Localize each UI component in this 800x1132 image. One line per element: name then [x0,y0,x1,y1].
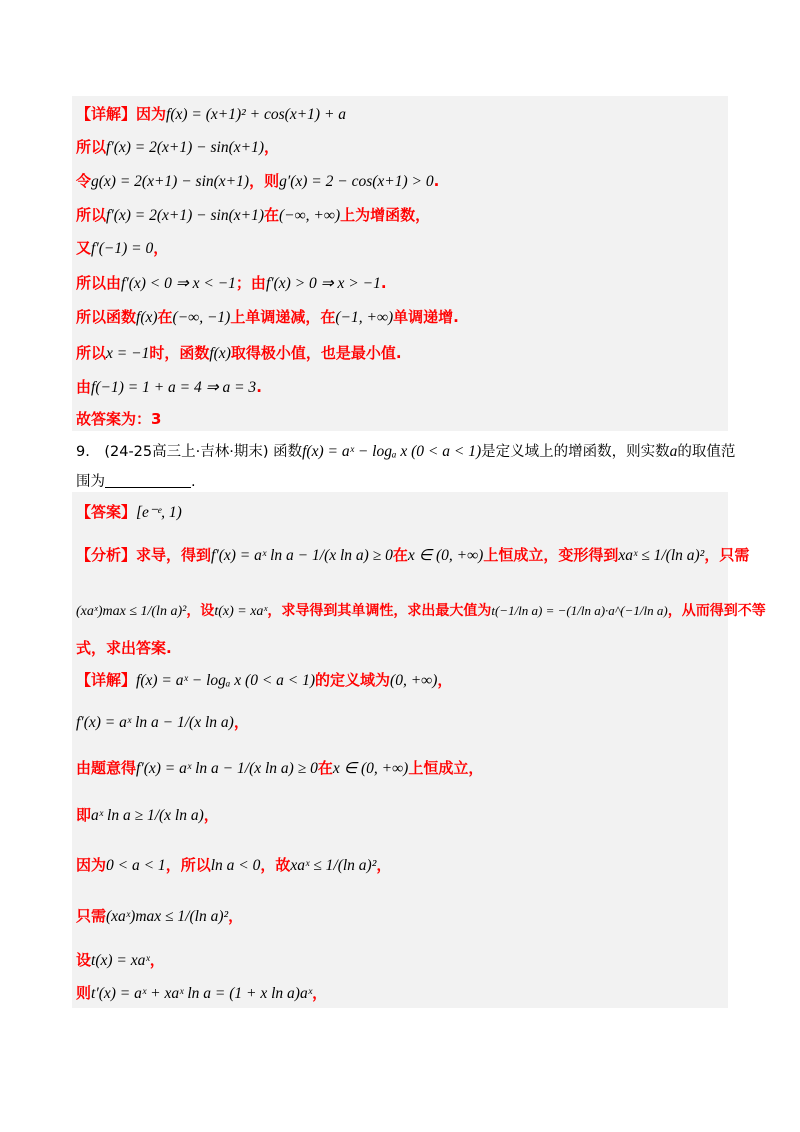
detail2-line-3: 由题意得f′(x) = aˣ ln a − 1/(x ln a) ≥ 0在x ∈ (0, +∞)上恒成立， [76,759,484,777]
detail2-line-8: 则t′(x) = aˣ + xaˣ ln a = (1 + x ln a)aˣ， [76,984,328,1002]
math-fx-definition: f(x) = (x+1)² + cos(x+1) + a [166,106,347,123]
analysis-line-3: 式，求出答案. [76,639,172,657]
detail2-line-2: f′(x) = aˣ ln a − 1/(x ln a)， [76,713,249,731]
detail-line-6: 所以由f′(x) < 0 ⇒ x < −1；由f′(x) > 0 ⇒ x > −1. [76,274,387,292]
answer-blank [105,473,191,488]
detail-line-5: 又f′(−1) = 0， [76,239,169,257]
detail2-line-6: 只需(xaˣ)max ≤ 1/(ln a)²， [76,907,244,925]
detail-line-8: 所以x = −1时，函数f(x)取得极小值，也是最小值. [76,344,402,362]
detail2-line-5: 因为0 < a < 1，所以ln a < 0，故xaˣ ≤ 1/(ln a)²， [76,856,392,874]
analysis-line-1: 【分析】求导，得到f′(x) = aˣ ln a − 1/(x ln a) ≥ 0在x ∈ (0, +∞)上恒成立，变形得到xaˣ ≤ 1/(ln a)²，只需 [76,546,750,564]
detail2-line-7: 设t(x) = xaˣ， [76,951,165,969]
question-9-line-1: 9. (24-25高三上·吉林·期末) 函数f(x) = aˣ − logₐ x (0 < a < 1)是定义域上的增函数，则实数a的取值范 [76,443,736,460]
detail2-line-4: 即aˣ ln a ≥ 1/(x ln a)， [76,806,219,824]
detail-line-4: 所以f′(x) = 2(x+1) − sin(x+1)在(−∞, +∞)上为增函数， [76,206,431,224]
detail-line-3: 令g(x) = 2(x+1) − sin(x+1)，则g′(x) = 2 − cos(x+1) > 0. [76,172,440,190]
solution-box-2 [72,492,728,1008]
analysis-line-2: (xaˣ)max ≤ 1/(ln a)²，设t(x) = xaˣ，求导得到其单调性，求出最大值为t(−1/ln a) = −(1/ln a)·a^(−1/ln a)，从而得到不等 [76,603,766,619]
detail-line-2: 所以f′(x) = 2(x+1) − sin(x+1)， [76,138,280,156]
detail2-line-1: 【详解】f(x) = aˣ − logₐ x (0 < a < 1)的定义域为(0, +∞)， [76,671,453,689]
answer-line: 【答案】[e⁻ᵉ, 1) [76,503,182,521]
detail-line-9: 由f(−1) = 1 + a = 4 ⇒ a = 3. [76,378,262,396]
detail-line-7: 所以函数f(x)在(−∞, −1)上单调递减，在(−1, +∞)单调递增. [76,308,459,326]
final-answer-line: 故答案为：3 [76,410,162,428]
question-9-line-2: 围为 . [76,474,196,490]
detail-line-1: 【详解】因为f(x) = (x+1)² + cos(x+1) + a [76,105,347,123]
